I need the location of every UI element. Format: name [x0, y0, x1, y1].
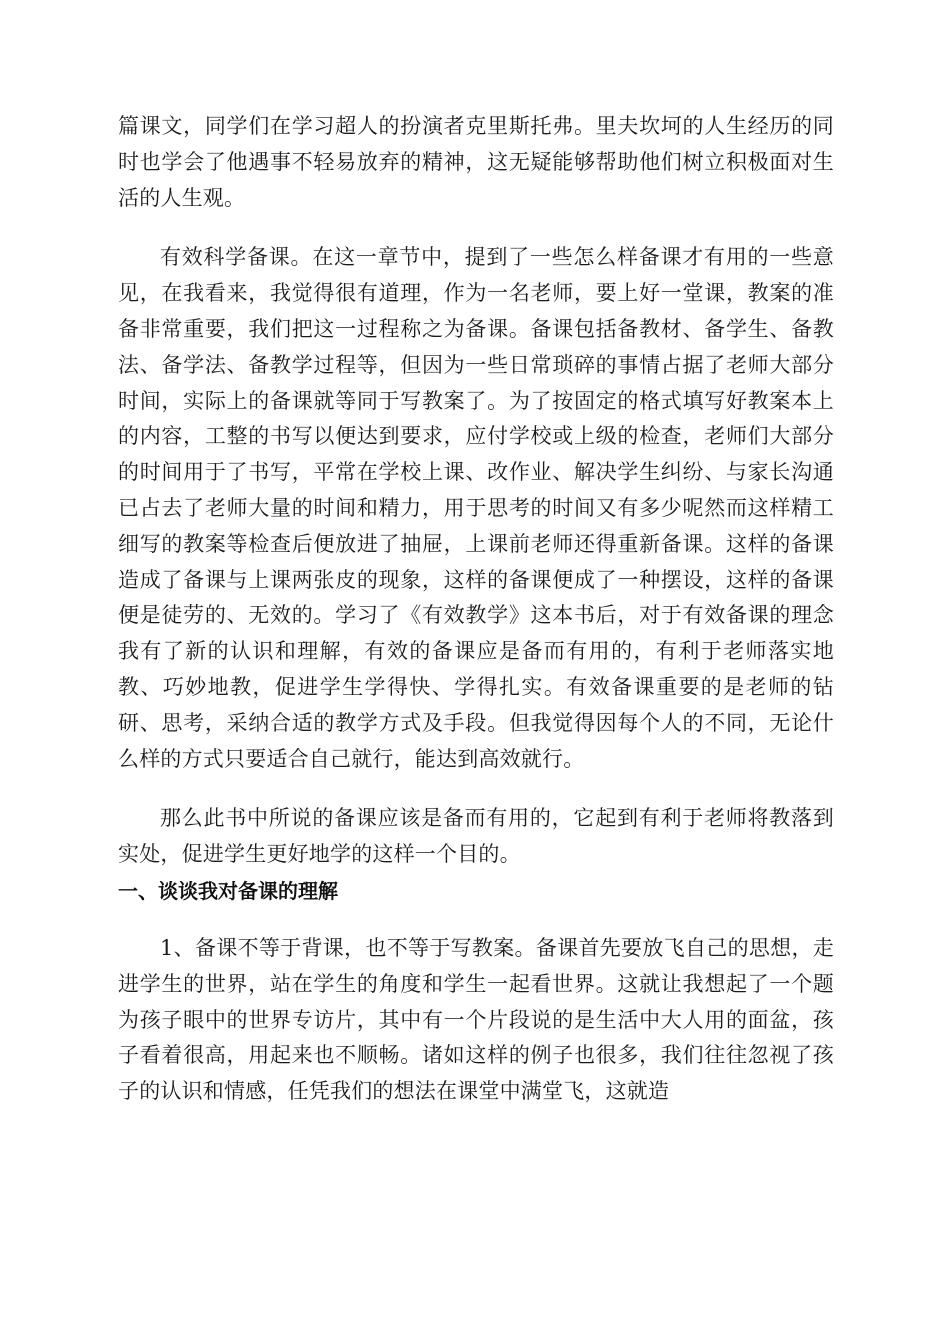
paragraph-continuation: 篇课文，同学们在学习超人的扮演者克里斯托弗。里夫坎坷的人生经历的同时也学会了他遇事不轻易放弃的精神，这无疑能够帮助他们树立积极面对生活的人生观。	[118, 114, 834, 210]
paragraph-effective-lesson-prep: 有效科学备课。在这一章节中，提到了一些怎么样备课才有用的一些意见，在我看来，我觉得很有道理，作为一名老师，要上好一堂课，教案的准备非常重要，我们把这一过程称之为备课。备课包括备教材、备学生、备教法、备学法、备教学过程等，但因为一些日常琐碎的事情占据了老师大部分时间，实际上的备课就等同于写教案了。为了按固定的格式填写好教案本上的内容，工整的书写以便达到要求，应付学校或上级的检查，老师们大部分的时间用于了书写，平常在学校上课、改作业、解决学生纠纷、与家长沟通已占去了老师大量的时间和精力，用于思考的时间又有多少呢然而这样精工细写的教案等检查后便放进了抽屉，上课前老师还得重新备课。这样的备课造成了备课与上课两张皮的现象，这样的备课便成了一种摆设，这样的备课便是徒劳的、无效的。学习了《有效教学》这本书后，对于有效备课的理念我有了新的认识和理解，有效的备课应是备而有用的，有利于老师落实地教、巧妙地教，促进学生学得快、学得扎实。有效备课重要的是老师的钻研、思考，采纳合适的教学方式及手段。但我觉得因每个人的不同，无论什么样的方式只要适合自己就行，能达到高效就行。	[118, 245, 834, 771]
section-heading: 一、谈谈我对备课的理解	[118, 878, 338, 903]
document-body	[118, 109, 834, 1110]
paragraph-point-1: 1、备课不等于背课，也不等于写教案。备课首先要放飞自己的思想，走进学生的世界，站在学生的角度和学生一起看世界。这就让我想起了一个题为孩子眼中的世界专访片，其中有一个片段说的是生活中大人用的面盆，孩子看着很高，用起来也不顺畅。诸如这样的例子也很多，我们往往忽视了孩子的认识和情感，任凭我们的想法在课堂中满堂飞，这就造	[118, 935, 834, 1104]
paragraph-lesson-prep-purpose: 那么此书中所说的备课应该是备而有用的，它起到有利于老师将教落到实处，促进学生更好地学的这样一个目的。	[118, 806, 834, 867]
